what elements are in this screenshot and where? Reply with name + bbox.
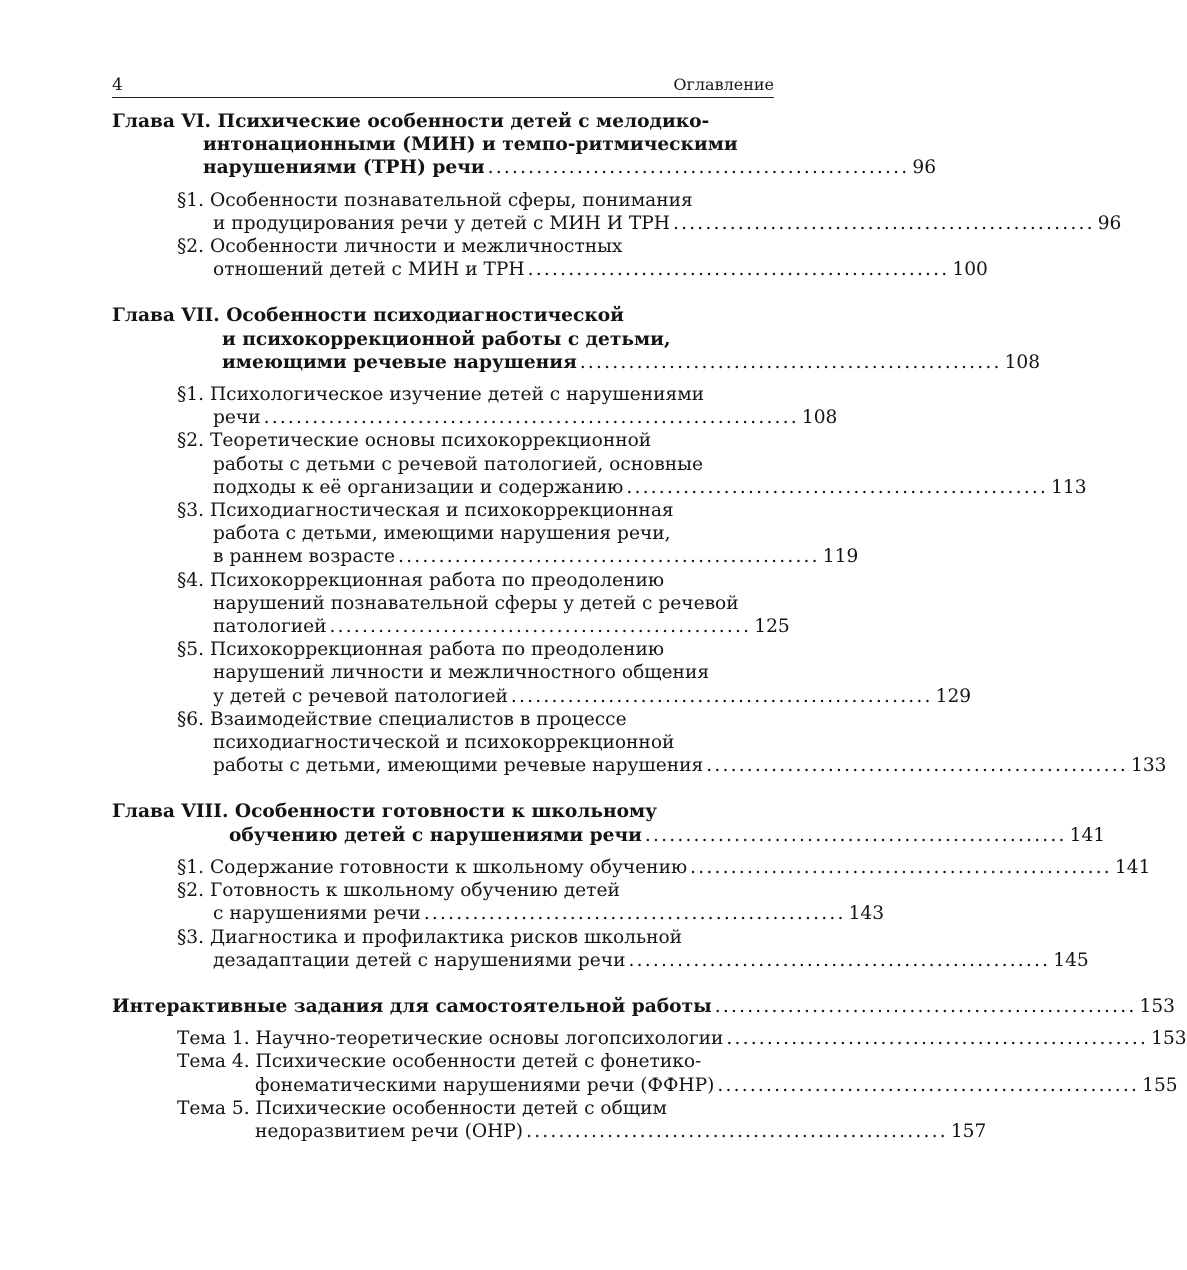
toc-chapter-6[interactable] [112, 110, 937, 180]
toc-page-number: 153 [1139, 995, 1175, 1017]
toc-interactive-tasks[interactable] [112, 995, 1175, 1018]
toc-chapter-8[interactable] [112, 800, 1106, 846]
running-header [112, 70, 774, 96]
dot-leader: .................................................... [579, 351, 1002, 373]
toc-chapter-title: Глава VIII. Особенности готовности к школьному [112, 801, 658, 823]
dot-leader: .................................................... [423, 903, 846, 925]
toc-page-number: 157 [950, 1120, 987, 1142]
toc-page-number: 143 [848, 903, 885, 925]
page-number: 4 [112, 75, 123, 95]
toc-topic[interactable]: Тема 4. Психические особенности детей с фонетико- фонематическими нарушениями речи (ФФНР) .................................................... 155 [177, 1051, 1178, 1096]
dot-leader: .................................................... [527, 259, 950, 281]
toc-page-number: 96 [1097, 212, 1122, 234]
running-title: Оглавление [673, 75, 774, 94]
toc-section[interactable]: §4. Психокоррекционная работа по преодолению нарушений познавательной сферы у детей с речевой патологией .................................................... 125 [177, 569, 790, 638]
toc-page-number: 133 [1131, 755, 1167, 777]
toc-section[interactable]: §2. Готовность к школьному обучению детей с нарушениями речи .................................................... 143 [177, 880, 885, 925]
toc-page-number: 113 [1051, 476, 1087, 498]
toc-section[interactable]: §1. Особенности познавательной сферы, понимания и продуцирования речи у детей с МИН И ТРН .................................................... 96 [177, 189, 1122, 234]
dot-leader: .................................................... [644, 824, 1067, 846]
toc-section[interactable]: §2. Особенности личности и межличностных отношений детей с МИН и ТРН .................................................... 100 [177, 236, 988, 281]
dot-leader: .................................................... [726, 1028, 1149, 1050]
dot-leader: .................................................... [628, 949, 1051, 971]
toc-page-number: 100 [952, 259, 988, 281]
toc-page-number: 129 [935, 685, 972, 707]
toc-page-number: 155 [1142, 1074, 1178, 1096]
toc-chapter-title: нарушениями (ТРН) речи [203, 157, 485, 179]
dot-leader: .................................................... [487, 157, 910, 179]
toc-chapter-title: имеющими речевые нарушения [222, 351, 577, 373]
header-rule [112, 97, 774, 98]
toc-page-number: 108 [801, 407, 838, 429]
dot-leader: .................................................... [626, 476, 1049, 498]
toc-section[interactable]: §3. Психодиагностическая и психокоррекционная работа с детьми, имеющими нарушения речи, в раннем возрасте .................................................... 119 [177, 500, 859, 568]
toc-section[interactable]: §1. Психологическое изучение детей с нарушениями речи .................................................................. 108 [177, 384, 838, 429]
toc-page-number: 141 [1114, 856, 1151, 878]
toc-chapter-title: Глава VI. Психические особенности детей с мелодико- [112, 111, 710, 132]
toc-section[interactable]: §1. Содержание готовности к школьному обучению .................................................... 141 [177, 856, 1151, 878]
toc-page-number: 119 [822, 546, 859, 568]
toc-chapter-title: Интерактивные задания для самостоятельной работы [112, 995, 712, 1017]
toc-page-number: 141 [1069, 824, 1106, 846]
toc-chapter-title: интонационными (МИН) и темпо-ритмическими [203, 134, 738, 156]
toc-page-number: 108 [1004, 351, 1041, 373]
toc-page-number: 96 [912, 157, 937, 179]
page [112, 70, 1187, 1142]
toc-section[interactable]: §2. Теоретические основы психокоррекционной работы с детьми с речевой патологией, основные подходы к её организации и содержанию .................................................... 113 [177, 430, 1087, 498]
toc-page-number: 145 [1053, 949, 1089, 971]
dot-leader: .................................................... [690, 856, 1112, 878]
toc-topic[interactable]: Тема 1. Научно-теоретические основы логопсихологии .................................................... 153 [177, 1028, 1187, 1050]
toc-chapter-title: обучению детей с нарушениями речи [229, 824, 642, 846]
dot-leader: .................................................... [714, 995, 1137, 1017]
toc-topic[interactable]: Тема 5. Психические особенности детей с общим недоразвитием речи (ОНР) .................................................... 157 [177, 1097, 987, 1142]
dot-leader: .................................................... [329, 616, 752, 638]
toc-chapter-title: Глава VII. Особенности психодиагностической [112, 305, 624, 327]
dot-leader: .................................................... [672, 212, 1095, 234]
toc-section[interactable]: §3. Диагностика и профилактика рисков школьной дезадаптации детей с нарушениями речи .................................................... 145 [177, 926, 1089, 971]
toc-page-number: 125 [754, 616, 790, 638]
toc-chapter-title: и психокоррекционной работы с детьми, [222, 328, 671, 350]
dot-leader: .................................................... [510, 685, 933, 707]
toc-section[interactable]: §6. Взаимодействие специалистов в процессе психодиагностической и психокоррекционной работы с детьми, имеющими речевые нарушения .................................................... 133 [177, 708, 1167, 777]
dot-leader: .................................................... [717, 1074, 1140, 1096]
dot-leader: .................................................................. [263, 407, 799, 429]
table-of-contents [112, 110, 1187, 1143]
toc-chapter-7[interactable] [112, 304, 1041, 374]
toc-page-number: 153 [1151, 1028, 1187, 1050]
toc-section[interactable]: §5. Психокоррекционная работа по преодолению нарушений личности и межличностного общения у детей с речевой патологией .................................................... 129 [177, 639, 972, 707]
dot-leader: .................................................... [526, 1120, 948, 1142]
dot-leader: .................................................... [706, 755, 1128, 777]
dot-leader: .................................................... [398, 546, 820, 568]
